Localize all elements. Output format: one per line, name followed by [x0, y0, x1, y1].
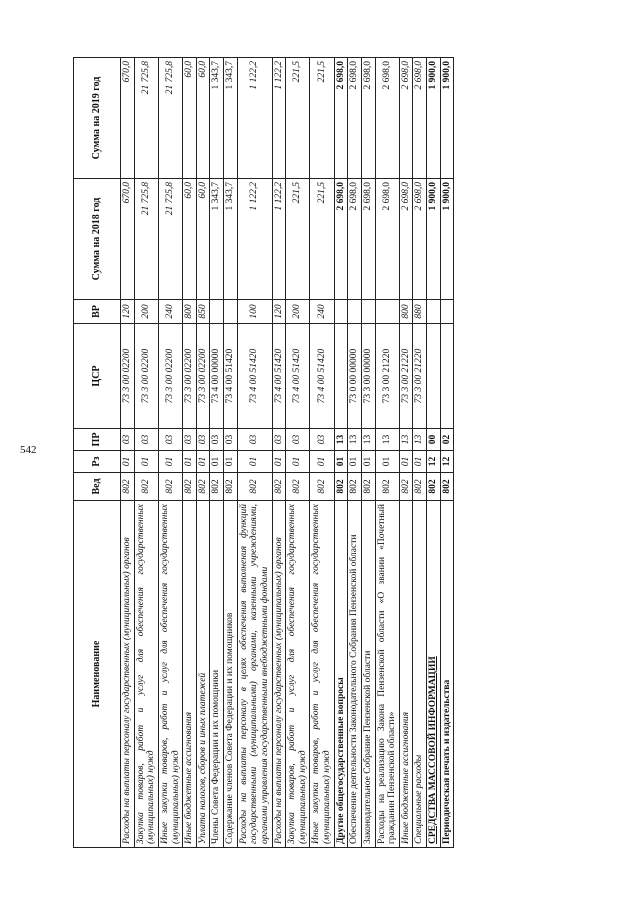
header-csr: ЦСР — [74, 324, 121, 429]
row-rz: 01 — [361, 451, 375, 473]
row-sum-2019: 1 900,0 — [427, 58, 441, 179]
row-sum-2019: 60,0 — [196, 58, 210, 179]
table-row — [210, 58, 224, 848]
row-ved: 802 — [399, 473, 413, 501]
row-sum-2019: 60,0 — [183, 58, 197, 179]
row-sum-2018: 2 698,0 — [399, 179, 413, 300]
row-sum-2019: 2 698,0 — [399, 58, 413, 179]
row-pr: 00 — [427, 429, 441, 451]
row-ved: 802 — [440, 473, 454, 501]
row-vr — [427, 300, 441, 324]
row-ved: 802 — [183, 473, 197, 501]
row-name: Уплата налогов, сборов и иных платежей — [196, 501, 210, 848]
table-row — [413, 58, 427, 848]
row-rz: 01 — [121, 451, 135, 473]
row-sum-2018: 60,0 — [183, 179, 197, 300]
row-sum-2018: 1 122,2 — [272, 179, 286, 300]
table-row — [121, 58, 135, 848]
table-row — [375, 58, 399, 848]
row-pr: 03 — [310, 429, 334, 451]
row-rz: 01 — [237, 451, 272, 473]
row-csr: 73 3 00 00000 — [361, 324, 375, 429]
row-sum-2018: 21 725,8 — [158, 179, 182, 300]
row-pr: 13 — [399, 429, 413, 451]
row-ved: 802 — [210, 473, 224, 501]
row-sum-2018: 21 725,8 — [134, 179, 158, 300]
row-pr: 03 — [224, 429, 238, 451]
row-csr: 73 3 00 02200 — [134, 324, 158, 429]
header-rz: Рз — [74, 451, 121, 473]
row-pr: 03 — [196, 429, 210, 451]
row-rz: 01 — [348, 451, 362, 473]
row-sum-2018: 2 698,0 — [413, 179, 427, 300]
row-pr: 03 — [134, 429, 158, 451]
table-row — [183, 58, 197, 848]
row-rz: 01 — [286, 451, 310, 473]
row-sum-2018: 1 343,7 — [224, 179, 238, 300]
row-vr — [375, 300, 399, 324]
row-rz: 01 — [134, 451, 158, 473]
row-vr: 120 — [121, 300, 135, 324]
row-rz: 01 — [196, 451, 210, 473]
row-csr: 73 3 00 02200 — [121, 324, 135, 429]
row-csr: 73 4 00 00000 — [210, 324, 224, 429]
row-pr: 03 — [183, 429, 197, 451]
row-ved: 802 — [375, 473, 399, 501]
row-rz: 01 — [158, 451, 182, 473]
row-vr: 880 — [413, 300, 427, 324]
row-sum-2019: 2 698,0 — [375, 58, 399, 179]
row-vr: 240 — [310, 300, 334, 324]
row-rz: 01 — [272, 451, 286, 473]
row-vr — [210, 300, 224, 324]
row-name: Законодательное Собрание Пензенской области — [361, 501, 375, 848]
header-ved: Вед — [74, 473, 121, 501]
row-sum-2019: 1 122,2 — [237, 58, 272, 179]
row-vr — [348, 300, 362, 324]
row-rz: 01 — [310, 451, 334, 473]
row-ved: 802 — [224, 473, 238, 501]
table-row — [272, 58, 286, 848]
row-name: Расходы на выплаты персоналу государственных (муниципальных) органов — [121, 501, 135, 848]
header-sum-2018: Сумма на 2018 год — [74, 179, 121, 300]
row-name: СРЕДСТВА МАССОВОЙ ИНФОРМАЦИИ — [427, 501, 441, 848]
row-ved: 802 — [134, 473, 158, 501]
table-header-row — [74, 58, 121, 848]
table-row — [158, 58, 182, 848]
row-rz: 01 — [399, 451, 413, 473]
header-name: Наименование — [74, 501, 121, 848]
table-row — [224, 58, 238, 848]
row-rz: 12 — [427, 451, 441, 473]
row-pr: 03 — [237, 429, 272, 451]
row-ved: 802 — [286, 473, 310, 501]
row-sum-2018: 670,0 — [121, 179, 135, 300]
row-sum-2018: 2 698,0 — [348, 179, 362, 300]
row-vr: 100 — [237, 300, 272, 324]
table-row — [348, 58, 362, 848]
row-sum-2018: 221,5 — [286, 179, 310, 300]
row-ved: 802 — [196, 473, 210, 501]
row-pr: 13 — [413, 429, 427, 451]
row-vr: 850 — [196, 300, 210, 324]
table-row — [399, 58, 413, 848]
row-name: Члены Совета Федерации и их помощники — [210, 501, 224, 848]
row-ved: 802 — [334, 473, 348, 501]
row-sum-2019: 1 343,7 — [210, 58, 224, 179]
row-rz: 01 — [210, 451, 224, 473]
row-vr — [361, 300, 375, 324]
row-ved: 802 — [427, 473, 441, 501]
row-csr: 73 3 00 02200 — [196, 324, 210, 429]
row-csr: 73 4 00 51420 — [310, 324, 334, 429]
row-sum-2019: 670,0 — [121, 58, 135, 179]
row-csr — [334, 324, 348, 429]
row-name: Иные бюджетные ассигнования — [399, 501, 413, 848]
table-row — [427, 58, 441, 848]
row-pr: 03 — [121, 429, 135, 451]
budget-table-rotated — [73, 58, 575, 848]
row-ved: 802 — [310, 473, 334, 501]
row-pr: 13 — [375, 429, 399, 451]
row-sum-2019: 21 725,8 — [158, 58, 182, 179]
row-ved: 802 — [413, 473, 427, 501]
row-pr: 03 — [286, 429, 310, 451]
row-csr: 73 4 00 51420 — [224, 324, 238, 429]
row-sum-2019: 1 900,0 — [440, 58, 454, 179]
row-sum-2019: 1 122,2 — [272, 58, 286, 179]
row-name: Иные закупки товаров, работ и услуг для обеспечения государственных (муниципальных) нужд — [310, 501, 334, 848]
row-ved: 802 — [361, 473, 375, 501]
row-vr — [334, 300, 348, 324]
row-sum-2018: 1 900,0 — [427, 179, 441, 300]
header-sum-2019: Сумма на 2019 год — [74, 58, 121, 179]
row-ved: 802 — [237, 473, 272, 501]
row-vr: 200 — [286, 300, 310, 324]
row-pr: 13 — [334, 429, 348, 451]
row-rz: 01 — [413, 451, 427, 473]
row-ved: 802 — [158, 473, 182, 501]
row-name: Другие общегосударственные вопросы — [334, 501, 348, 848]
row-csr: 73 4 00 51420 — [272, 324, 286, 429]
budget-table — [73, 57, 454, 848]
row-sum-2018: 2 698,0 — [334, 179, 348, 300]
table-body — [121, 58, 454, 848]
row-csr — [440, 324, 454, 429]
row-csr: 73 4 00 51420 — [237, 324, 272, 429]
row-name: Закупка товаров, работ и услуг для обеспечения государственных (муниципальных) нужд — [286, 501, 310, 848]
row-csr: 73 3 00 21220 — [399, 324, 413, 429]
row-sum-2018: 1 343,7 — [210, 179, 224, 300]
table-row — [286, 58, 310, 848]
header-vr: ВР — [74, 300, 121, 324]
row-pr: 03 — [210, 429, 224, 451]
row-sum-2018: 221,5 — [310, 179, 334, 300]
row-csr: 73 3 00 21220 — [375, 324, 399, 429]
row-csr: 73 3 00 21220 — [413, 324, 427, 429]
row-csr: 73 3 00 02200 — [158, 324, 182, 429]
row-name: Расходы на выплаты персоналу государственных (муниципальных) органов — [272, 501, 286, 848]
row-sum-2019: 2 698,0 — [413, 58, 427, 179]
row-sum-2019: 221,5 — [286, 58, 310, 179]
table-row — [237, 58, 272, 848]
row-vr: 120 — [272, 300, 286, 324]
row-vr — [440, 300, 454, 324]
row-sum-2018: 1 122,2 — [237, 179, 272, 300]
row-sum-2019: 2 698,0 — [334, 58, 348, 179]
row-sum-2019: 21 725,8 — [134, 58, 158, 179]
row-sum-2019: 221,5 — [310, 58, 334, 179]
row-vr — [224, 300, 238, 324]
row-name: Иные бюджетные ассигнования — [183, 501, 197, 848]
row-sum-2019: 2 698,0 — [348, 58, 362, 179]
table-row — [310, 58, 334, 848]
row-rz: 01 — [224, 451, 238, 473]
row-sum-2019: 2 698,0 — [361, 58, 375, 179]
row-csr — [427, 324, 441, 429]
row-name: Обеспечение деятельности Законодательного Собрания Пензенской области — [348, 501, 362, 848]
row-csr: 73 0 00 00000 — [348, 324, 362, 429]
row-name: Специальные расходы — [413, 501, 427, 848]
row-name: Расходы на выплаты персоналу в целях обеспечения выполнения функций государственными (муниципальными) органами, казенными учреждениями, органами управления государственными внебюджетными фондами — [237, 501, 272, 848]
row-csr: 73 3 00 02200 — [183, 324, 197, 429]
row-pr: 03 — [158, 429, 182, 451]
row-rz: 01 — [183, 451, 197, 473]
table-row — [134, 58, 158, 848]
row-ved: 802 — [121, 473, 135, 501]
row-sum-2018: 1 900,0 — [440, 179, 454, 300]
row-pr: 03 — [272, 429, 286, 451]
table-row — [361, 58, 375, 848]
row-rz: 01 — [334, 451, 348, 473]
row-rz: 01 — [375, 451, 399, 473]
table-row — [440, 58, 454, 848]
row-pr: 13 — [361, 429, 375, 451]
row-pr: 02 — [440, 429, 454, 451]
row-vr: 800 — [183, 300, 197, 324]
row-vr: 240 — [158, 300, 182, 324]
table-row — [334, 58, 348, 848]
row-sum-2018: 60,0 — [196, 179, 210, 300]
row-rz: 12 — [440, 451, 454, 473]
row-name: Периодическая печать и издательства — [440, 501, 454, 848]
row-vr: 800 — [399, 300, 413, 324]
row-name: Расходы на реализацию Закона Пензенской области «О звании «Почетный гражданин Пензенской области» — [375, 501, 399, 848]
row-sum-2018: 2 698,0 — [361, 179, 375, 300]
header-pr: ПР — [74, 429, 121, 451]
row-vr: 200 — [134, 300, 158, 324]
row-ved: 802 — [272, 473, 286, 501]
page-number: 542 — [20, 444, 37, 456]
table-row — [196, 58, 210, 848]
row-name: Иные закупки товаров, работ и услуг для обеспечения государственных (муниципальных) нужд — [158, 501, 182, 848]
row-sum-2018: 2 698,0 — [375, 179, 399, 300]
row-name: Закупка товаров, работ и услуг для обеспечения государственных (муниципальных) нужд — [134, 501, 158, 848]
row-name: Содержание членов Совета Федерации и их помощников — [224, 501, 238, 848]
row-sum-2019: 1 343,7 — [224, 58, 238, 179]
row-csr: 73 4 00 51420 — [286, 324, 310, 429]
row-pr: 13 — [348, 429, 362, 451]
row-ved: 802 — [348, 473, 362, 501]
